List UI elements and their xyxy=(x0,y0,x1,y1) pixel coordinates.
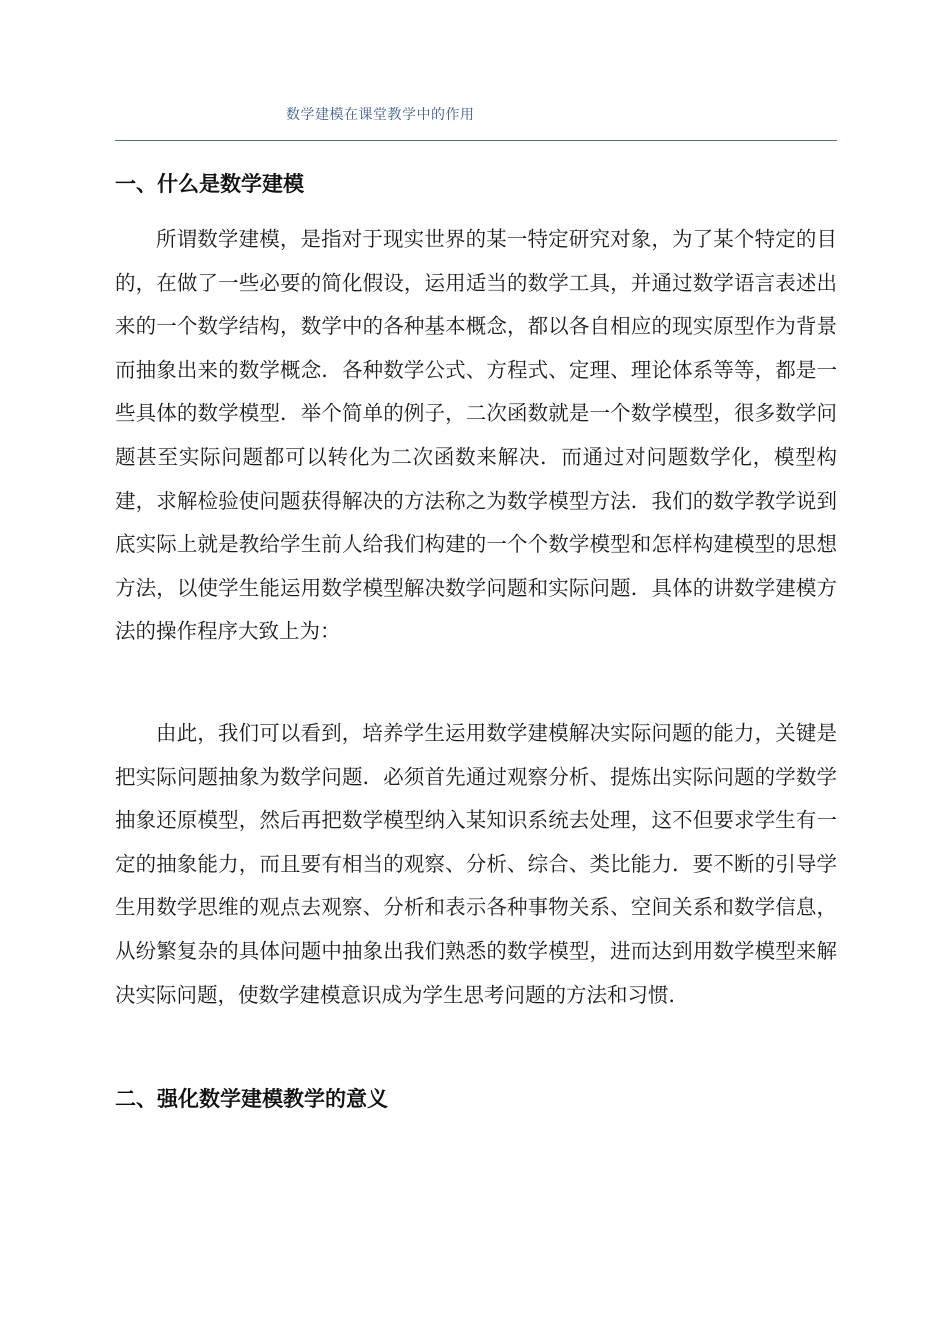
section-heading-1: 一、什么是数学建模 xyxy=(115,172,304,196)
header-divider xyxy=(115,140,837,141)
body-paragraph-1: 所谓数学建模，是指对于现实世界的某一特定研究对象，为了某个特定的目的，在做了一些必要的简化假设，运用适当的数学工具，并通过数学语言表述出来的一个数学结构，数学中的各种基本概念，都以各自相应的现实原型作为背景而抽象出来的数学概念．各种数学公式、方程式、定理、理论体系等等，都是一些具体的数学模型．举个简单的例子，二次函数就是一个数学模型，很多数学问题甚至实际问题都可以转化为二次函数来解决．而通过对问题数学化，模型构建，求解检验使问题获得解决的方法称之为数学模型方法．我们的数学教学说到底实际上就是教给学生前人给我们构建的一个个数学模型和怎样构建模型的思想方法，以使学生能运用数学模型解决数学问题和实际问题．具体的讲数学建模方法的操作程序大致上为： xyxy=(115,227,837,644)
body-paragraph-2: 由此，我们可以看到，培养学生运用数学建模解决实际问题的能力，关键是把实际问题抽象为数学问题．必须首先通过观察分析、提炼出实际问题的学数学抽象还原模型，然后再把数学模型纳入某知识系统去处理，这不但要求学生有一定的抽象能力，而且要有相当的观察、分析、综合、类比能力．要不断的引导学生用数学思维的观点去观察、分析和表示各种事物关系、空间关系和数学信息，从纷繁复杂的具体问题中抽象出我们熟悉的数学模型，进而达到用数学模型来解决实际问题，使数学建模意识成为学生思考问题的方法和习惯． xyxy=(115,721,837,1007)
section-heading-2: 二、强化数学建模教学的意义 xyxy=(115,1087,388,1111)
running-header: 数学建模在课堂教学中的作用 xyxy=(286,107,475,123)
